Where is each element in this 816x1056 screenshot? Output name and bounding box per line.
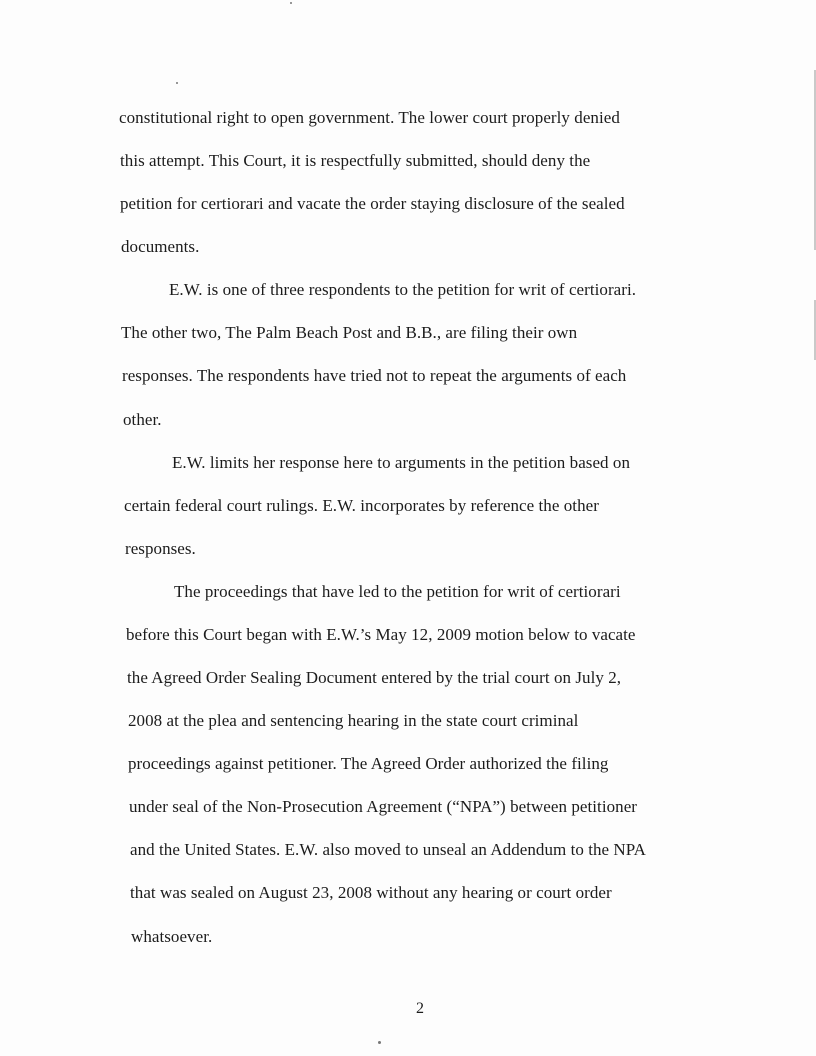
body-line: responses. — [125, 539, 196, 558]
body-line: the Agreed Order Sealing Document entered by the trial court on July 2, — [127, 668, 622, 687]
body-line: and the United States. E.W. also moved to unseal an Addendum to the NPA — [130, 840, 647, 859]
body-line: certain federal court rulings. E.W. incorporates by reference the other — [124, 496, 599, 515]
body-line: under seal of the Non-Prosecution Agreement (“NPA”) between petitioner — [129, 797, 637, 816]
body-line: 2008 at the plea and sentencing hearing in the state court criminal — [128, 711, 579, 730]
body-line: E.W. limits her response here to arguments in the petition based on — [172, 453, 631, 472]
page-number: 2 — [416, 1000, 424, 1017]
body-line: E.W. is one of three respondents to the petition for writ of certiorari. — [169, 280, 637, 299]
body-line: this attempt. This Court, it is respectfully submitted, should deny the — [120, 151, 591, 170]
scan-speck — [378, 1041, 381, 1044]
body-line: that was sealed on August 23, 2008 without any hearing or court order — [130, 883, 612, 902]
body-line: before this Court began with E.W.’s May 12, 2009 motion below to vacate — [126, 625, 636, 644]
body-line: constitutional right to open government. The lower court properly denied — [119, 108, 620, 127]
body-line: proceedings against petitioner. The Agreed Order authorized the filing — [128, 754, 609, 773]
body-line: whatsoever. — [131, 927, 213, 946]
body-line: other. — [123, 410, 162, 429]
body-line: petition for certiorari and vacate the order staying disclosure of the sealed — [120, 194, 625, 213]
body-line: documents. — [121, 237, 200, 256]
scan-speck — [176, 82, 178, 84]
body-line: The proceedings that have led to the petition for writ of certiorari — [174, 582, 621, 601]
body-line: The other two, The Palm Beach Post and B.B., are filing their own — [121, 323, 578, 342]
scan-speck — [290, 2, 292, 4]
body-line: responses. The respondents have tried not to repeat the arguments of each — [122, 366, 627, 385]
